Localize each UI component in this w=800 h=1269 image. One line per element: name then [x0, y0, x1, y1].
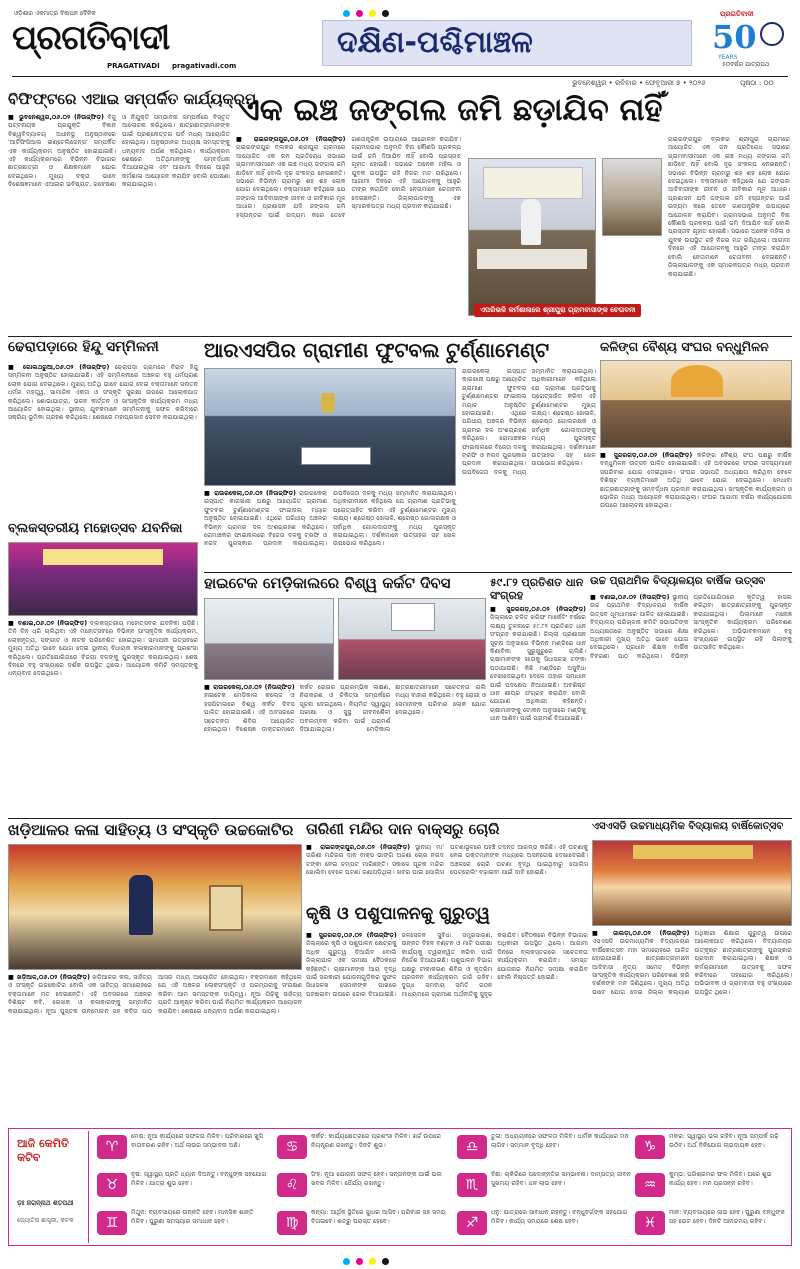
section-banner: [322, 20, 692, 66]
article-text: ଜିଲ୍ଲାରେ କୃଷି ଓ ପଶୁପାଳନ କ୍ଷେତ୍ରକୁ ଅଧିକ ଗୁରୁତ୍ୱ ଦିଆଯିବ ବୋଲି ଜିଲ୍ଲାପାଳ ଏକ ସମୀକ୍ଷା ବୈଠକରେ କହିଛନ୍ତି। ଚାଷୀମାନଙ୍କ ଆୟ ବୃଦ୍ଧି ପାଇଁ ସରକାରୀ ଯୋଜନାଗୁଡ଼ିକର ସୁଫଳ ସିଧାସଳଖ ସେମାନଙ୍କ ପାଖରେ ପହଞ୍ଚାଇବା ଉପରେ ଜୋର ଦିଆଯାଇଛି। ଜଳସେଚନ ସୁବିଧା ସମ୍ପ୍ରସାରଣ, ଉନ୍ନତ ବିହନ ବଣ୍ଟନ ଓ ମାଟି ପରୀକ୍ଷା କାର୍ଯ୍ୟକୁ ତ୍ୱରାନ୍ୱିତ କରିବା ପାଇଁ ନିର୍ଦ୍ଦେଶ ଦିଆଯାଇଛି। ପଶୁପାଳନ ବିଭାଗ ପକ୍ଷରୁ ଟୀକାକରଣ ଶିବିର ଓ କୃତ୍ରିମ ପ୍ରଜନନ କାର୍ଯ୍ୟକ୍ରମ ଜାରି ରହିବ। ଦୁଗ୍ଧ ସମବାୟ ସମିତି ଗଠନ ମାଧ୍ୟମରେ ଗ୍ରାମୀଣ ଅର୍ଥନୀତିକୁ ସୁଦୃଢ଼ କରାଯିବ। ବୈଠକରେ ବିଭିନ୍ନ ବିଭାଗର ଅଧିକାରୀ ଉପସ୍ଥିତ ଥିଲେ। ଆଗାମୀ ଦିନରେ ବ୍ଲକସ୍ତରରେ ସଚେତନତା କାର୍ଯ୍ୟକ୍ରମ କରାଯିବ। ସମସ୍ତ ଯୋଜନାର ନିୟମିତ ସମୀକ୍ଷା କରାଯିବ ବୋଲି ନିଷ୍ପତ୍ତି ହୋଇଛି।: [306, 932, 588, 998]
horoscope-sagittarius: ଧନୁ: ଯାତ୍ରାରେ ସାବଧାନ ରହନ୍ତୁ। ବନ୍ଧୁବର୍ଗଙ୍କ ସହଯୋଗ ମିଳିବ। କାର୍ଯ୍ୟ ସମୟରେ ଶେଷ ହେବ।: [491, 1209, 628, 1225]
festival-banner: [43, 549, 163, 565]
article-dateline: ■ ସୁନ୍ଦରଗଡ଼,୦୬.୦୨ (ନିଊଜ୍‌ଫିଡ଼): [306, 932, 397, 939]
article-block-festival[interactable]: [8, 522, 198, 812]
article-body: [8, 974, 302, 1120]
article-dateline: ■ ଗୋଲଥରୁଆ,୦୬.୦୨ (ନିଊଜ୍‌ଫିଡ଼): [8, 364, 110, 371]
virgo-icon: ♍: [277, 1211, 307, 1235]
horoscope-aquarius: କୁମ୍ଭ: ପରିଶ୍ରମର ଫଳ ମିଳିବ। ଘରେ ଶୁଭ କାର୍ଯ୍ୟ ହେବ। ମନ ପ୍ରସନ୍ନ ରହିବ।: [669, 1171, 772, 1187]
article-body: [600, 452, 792, 568]
article-text: ଢେରାପଡ଼ା ଗ୍ରାମରେ ବିରାଟ ହିନ୍ଦୁ ସମ୍ମିଳନୀ ଅନୁଷ୍ଠିତ ହୋଇଯାଇଛି। ଏହି ସମ୍ମିଳନୀରେ ଅଞ୍ଚଳର ବହୁ ଧର୍ମପ୍ରାଣ ଲୋକ ଯୋଗ ଦେଇଥିଲେ। ମୁଖ୍ୟ ଅତିଥି ଭାବେ ଯୋଗ ଦେଇ ବକ୍ତାମାନେ ସନାତନ ଧର୍ମର ମହତ୍ତ୍ୱ, ସାମାଜିକ ଏକତା ଓ ସଂସ୍କୃତି ସୁରକ୍ଷା ଉପରେ ଆଲୋକପାତ କରିଥିଲେ। ଶୋଭାଯାତ୍ରା, ଭଜନ କୀର୍ତ୍ତନ ଓ ସାଂସ୍କୃତିକ କାର୍ଯ୍ୟକ୍ରମ ମଧ୍ୟ ଆୟୋଜିତ ହୋଇଥିଲା। ସ୍ଥାନୀୟ ଯୁବକମାନେ ସମ୍ମିଳନୀକୁ ସଫଳ କରିବାରେ ସକ୍ରିୟ ଭୂମିକା ଗ୍ରହଣ କରିଥିଲେ। ଶେଷରେ ମହାପ୍ରସାଦ ସେବନ କରାଯାଇଥିଲା।: [8, 364, 198, 422]
article-headline[interactable]: ବ୍ଲକସ୍ତରୀୟ ମହୋତ୍ସବ ଯବନିକା: [8, 521, 183, 536]
horoscope-capricorn: ମକର: ସ୍ୱାସ୍ଥ୍ୟ ଭଲ ରହିବ। ନୂଆ ସମ୍ପର୍କ ଗଢ଼ି ଉଠିବ। ଅର୍ଥ ବିନିଯୋଗ ଲାଭଦାୟକ ହେବ।: [669, 1133, 779, 1149]
horoscope-scorpio: ବିଛା: ଚାକିରିରେ ପଦୋନ୍ନତିର ସମ୍ଭାବନା। ଦାମ୍ପତ୍ୟ ଜୀବନ ସୁଖମୟ ରହିବ। ଧନ ଲାଭ ହେବ।: [491, 1171, 631, 1187]
article-body: [306, 932, 588, 1120]
sagittarius-icon: ♐: [457, 1211, 487, 1235]
article-text: ହାଇଟେକ ମେଡ଼ିକାଲ କଲେଜ ଓ ହସପିଟାଲରେ ବିଶ୍ୱ କର୍କଟ ଦିବସ ପାଳିତ ହୋଇଯାଇଛି। ଏହି ଅବସରରେ ସଚେତନତା ଶିବିର ଆୟୋଜିତ ହୋଇଥିଲା। ବିଶେଷଜ୍ଞ ଡାକ୍ତରମାନେ କର୍କଟ ରୋଗର ପ୍ରାରମ୍ଭିକ ଲକ୍ଷଣ, ନିରାକରଣ ଓ ଚିକିତ୍ସା ସମ୍ପର୍କରେ ସୂଚନା ଦେଇଥିଲେ। ନିୟମିତ ସ୍ୱାସ୍ଥ୍ୟ ପରୀକ୍ଷା ଓ ସୁସ୍ଥ ଜୀବନଶୈଳୀ ଅବଲମ୍ବନ କରିବା ପାଇଁ ପରାମର୍ଶ ଦିଆଯାଇଥିଲା। ମେଡ଼ିକାଲ ଛାତ୍ରଛାତ୍ରୀମାନେ ସଚେତନତା ରାଲି ମଧ୍ୟ ବାହାର କରିଥିଲେ। ବହୁ ରୋଗୀ ଓ ସେମାନଙ୍କ ପରିବାର ଲୋକ ଯୋଗ ଦେଇଥିଲେ।: [204, 684, 486, 734]
horoscope-virgo: କନ୍ୟା: ଆର୍ଥିକ ସ୍ଥିତିରେ ସୁଧାର ଆସିବ। ପରିବାର ସହ ସମୟ ବିତାଇବେ। ଶତ୍ରୁ ପରାସ୍ତ ହେବେ।: [311, 1209, 446, 1225]
football-trophy-icon: [321, 393, 335, 413]
article-dateline: ■ ଭୁବନେଶ୍ୱର,୦୬.୦୨ (ନିଊଜ୍‌ଫିଡ଼): [8, 114, 104, 121]
masthead-logo-latin: PRAGATIVADI: [107, 62, 160, 70]
article-text: ଖଡ଼ିଆଳର କଳା, ସାହିତ୍ୟ ଓ ସଂସ୍କୃତି ଉଚ୍ଚକୋଟିର ବୋଲି ଏକ ସାହିତ୍ୟ ସମାରୋହରେ ବକ୍ତାମାନେ ମତ ଦେଇଛନ୍ତି। ଏହି ଅବସରରେ ଅଞ୍ଚଳର ବିଶିଷ୍ଟ କବି, ଲେଖକ ଓ କଳାକାରଙ୍କୁ ସମ୍ମାନିତ କରାଯାଇଥିଲା। ନୂଆ ପୁସ୍ତକ ଉନ୍ମୋଚନ ସହ କବିତା ପାଠ ଆସର ମଧ୍ୟ ଆୟୋଜିତ ହୋଇଥିଲା। ବକ୍ତାମାନେ କହିଥିଲେ ଯେ ଏହି ଅଞ୍ଚଳର ଲୋକସଂସ୍କୃତି ଓ ପରମ୍ପରାକୁ ସଂରକ୍ଷଣ କରିବା ଆମ ସମସ୍ତଙ୍କ ଦାୟିତ୍ୱ। ନୂଆ ପିଢ଼ିକୁ ସାହିତ୍ୟ ପ୍ରତି ଆକୃଷ୍ଟ କରିବା ପାଇଁ ନିୟମିତ କାର୍ଯ୍ୟକ୍ରମ ଆୟୋଜନ କରାଯିବ। ଶେଷରେ ଧନ୍ୟବାଦ ଅର୍ପଣ କରାଯାଇଥିଲା।: [8, 974, 302, 1015]
cancer-day-banner: [391, 603, 435, 631]
lead-body: [236, 136, 461, 328]
article-body: [490, 606, 586, 810]
anniversary-badge: [702, 8, 788, 70]
article-headline[interactable]: ଖଡ଼ିଆଳର କଳା ସାହିତ୍ୟ ଓ ସଂସ୍କୃତି ଉଚ୍ଚକୋଟିର: [8, 821, 294, 839]
lead-headline[interactable]: ଏକ ଇଞ୍ଚ ଜଙ୍ଗଲ ଜମି ଛଡ଼ାଯିବ ନାହିଁ: [238, 92, 663, 128]
horoscope-taurus: ବୃଷ: ସ୍ୱାସ୍ଥ୍ୟ ପ୍ରତି ଧ୍ୟାନ ଦିଅନ୍ତୁ। ବନ୍ଧୁଙ୍କ ସହଯୋଗ ମିଳିବ। ଯାତ୍ରା ଶୁଭ ହେବ।: [131, 1171, 267, 1187]
emblem-icon: [760, 22, 784, 46]
anniversary-sub: ୫୦ବର୍ଷର ଯାତ୍ରାପଥ: [722, 61, 770, 68]
masthead: [12, 8, 788, 88]
lead-body-right: [668, 136, 790, 328]
lead-text: ରାଇରଙ୍ଗପୁର ବ୍ଲକର ଶ୍ରୀପୁରା ଗ୍ରାମରେ ଆୟୋଜିତ ଏକ ଜନ ପ୍ରତିରୋଧ ସଭାରେ ଗ୍ରାମବାସୀମାନେ ଏକ ଇଞ୍ଚ ମଧ୍ୟ ଜଙ୍ଗଲ ଜମି ଛାଡ଼ିବେ ନାହିଁ ବୋଲି ଦୃଢ଼ ସଂକଳ୍ପ ନେଇଛନ୍ତି। ସଭାରେ ବିଭିନ୍ନ ଗ୍ରାମରୁ ଶହ ଶହ ଲୋକ ଯୋଗ ଦେଇଥିଲେ। ବକ୍ତାମାନେ କହିଥିଲେ ଯେ ଜଙ୍ଗଲ ଆଦିବାସୀଙ୍କ ଜୀବନ ଓ ଜୀବିକାର ମୂଳ ଆଧାର। ପ୍ରଶାସନ ଯଦି ଜଙ୍ଗଲ ଜମି ହସ୍ତାନ୍ତର ପାଇଁ ଉଦ୍ୟମ କରେ ତେବେ ଗଣତାନ୍ତ୍ରିକ ଉପାୟରେ ଆନ୍ଦୋଳନ କରାଯିବ। ଗ୍ରାମସଭାର ଅନୁମତି ବିନା କୌଣସି ପ୍ରକଳ୍ପ ପାଇଁ ଜମି ଦିଆଯିବ ନାହିଁ ବୋଲି ପ୍ରସ୍ତାବ ଗୃହୀତ ହୋଇଛି। ସଭାରେ ଅନେକ ମହିଳା ଓ ଯୁବକ ଉପସ୍ଥିତ ରହି ନିଜର ମତ ରଖିଥିଲେ। ଆଗାମୀ ଦିନରେ ଏହି ଆନ୍ଦୋଳନକୁ ଆହୁରି ତୀବ୍ର କରାଯିବ ବୋଲି ନେତାମାନେ ଚେତାବନୀ ଦେଇଛନ୍ତି। ଜିଲ୍ଲାପାଳଙ୍କୁ ଏକ ସ୍ମାରକପତ୍ର ମଧ୍ୟ ପ୍ରଦାନ କରାଯାଇଛି।: [236, 136, 461, 219]
article-dateline: ■ ଜାଲଡ଼ା,୦୬.୦୨ (ନିଊଜ୍‌ଫିଡ଼): [592, 930, 690, 937]
article-agriculture[interactable]: [306, 906, 588, 1122]
article-body: [204, 490, 456, 568]
khariar-frame: [209, 885, 243, 931]
aquarius-icon: ♒: [635, 1173, 665, 1197]
article-football-tournament[interactable]: [204, 340, 596, 570]
article-body: [306, 844, 588, 902]
libra-icon: ♎: [457, 1135, 487, 1159]
lead-article[interactable]: [236, 92, 792, 330]
article-headline[interactable]: ବିଫିଫ୍ଟରେ ଏଆଇ ସମ୍ପର୍କିତ କାର୍ଯ୍ୟକ୍ରମ: [8, 90, 257, 108]
horoscope-author: ଡ଼ଃ ଜଗନ୍ନାଥ ଶତପଥୀ: [17, 1199, 74, 1207]
article-dateline: ■ ବଣାଇ,୦୬.୦୨ (ନିଊଜ୍‌ଫିଡ଼): [8, 620, 88, 627]
article-hindu-sammilani[interactable]: [8, 340, 198, 518]
article-text-cont: ରାଉରକେଲା ଇସ୍ପାତ କାରଖାନା ପକ୍ଷରୁ ଆୟୋଜିତ ଗ୍ରାମୀଣ ଫୁଟବଲ ଟୁର୍ଣ୍ଣାମେଣ୍ଟର ଫାଇନାଲ ମ୍ୟାଚ ଅନୁଷ୍ଠିତ ହୋଇଯାଇଛି। ଏଥିରେ ପରିଧୀୟ ଅଞ୍ଚଳର ବିଭିନ୍ନ ଗ୍ରାମର ଦଳ ଅଂଶଗ୍ରହଣ କରିଥିଲେ। ରୋମାଞ୍ଚକର ଫାଇନାଲରେ ବିଜେତା ଦଳକୁ ଟ୍ରଫି ଓ ନଗଦ ପୁରସ୍କାର ପ୍ରଦାନ କରାଯାଇଥିଲା। ଉପବିଜେତା ଦଳକୁ ମଧ୍ୟ ସମ୍ମାନିତ କରାଯାଇଥିଲା। ଅଧିକାରୀମାନେ କହିଥିଲେ ଯେ ଗ୍ରାମୀଣ ପ୍ରତିଭାକୁ ପ୍ରୋତ୍ସାହିତ କରିବା ଏହି ଟୁର୍ଣ୍ଣାମେଣ୍ଟର ମୁଖ୍ୟ ଲକ୍ଷ୍ୟ। ଶ୍ରେଷ୍ଠ ଖେଳାଳି, ଶ୍ରେଷ୍ଠ ଗୋଲରକ୍ଷକ ଓ ସର୍ବାଧିକ ଗୋଲଦାତାଙ୍କୁ ମଧ୍ୟ ପୁରସ୍କୃତ କରାଯାଇଥିଲା। ଦର୍ଶକମାନେ ଉତ୍ସାହର ସହ ଖେଳ ଉପଭୋଗ କରିଥିଲେ।: [462, 368, 596, 476]
horoscope-libra: ତୁଳା: ଅଧ୍ୟୟନରେ ସଫଳତା ମିଳିବ। ଧାର୍ମିକ କାର୍ଯ୍ୟରେ ମନ ଲାଗିବ। ସମ୍ମାନ ବୃଦ୍ଧି ହେବ।: [491, 1133, 629, 1149]
lead-photo: [468, 158, 596, 316]
article-body: [204, 684, 486, 810]
horoscope-leo: ସିଂହ: ନୂଆ ଯୋଜନା ସଫଳ ହେବ। ସନ୍ତାନଙ୍କ ପାଇଁ ଭଲ ଖବର ମିଳିବ। ଧୈର୍ଯ୍ୟ ରଖନ୍ତୁ।: [311, 1171, 442, 1187]
article-headline[interactable]: ୫୯.୮୨ ପ୍ରତିଶତ ଧାନ ସଂଗ୍ରହ: [490, 576, 584, 602]
horoscope-title-box: [11, 1131, 89, 1243]
article-body: [8, 364, 198, 516]
lead-photo-banner: [483, 167, 583, 199]
cancer-icon: ♋: [277, 1135, 307, 1159]
article-headline[interactable]: ହାଇଟେକ ମେଡ଼ିକାଲରେ ବିଶ୍ୱ କର୍କଟ ଦିବସ: [204, 574, 451, 592]
article-dateline: ■ ସୁନ୍ଦରଗଡ଼,୦୬.୦୨ (ନିଊଜ୍‌ଫିଡ଼): [490, 606, 586, 613]
pisces-icon: ♓: [635, 1211, 665, 1235]
masthead-website[interactable]: pragativadi.com: [172, 62, 237, 70]
anniversary-years: YEARS: [718, 54, 738, 61]
lead-photo-table: [477, 249, 587, 269]
horoscope-cancer: କର୍କଟ: କାର୍ଯ୍ୟକ୍ଷେତ୍ରରେ ପ୍ରଶଂସା ମିଳିବ। ଖର୍ଚ୍ଚ ଉପରେ ନିୟନ୍ତ୍ରଣ ରଖନ୍ତୁ। ଦିନଟି ଶୁଭ।: [311, 1133, 441, 1149]
anniversary-brand: ପ୍ରଗତିବାଦୀ: [720, 10, 754, 18]
article-headline[interactable]: ଆରଏସପିର ଗ୍ରାମୀଣ ଫୁଟବଲ ଟୁର୍ଣ୍ଣାମେଣ୍ଟ: [204, 338, 550, 362]
article-ssd-school[interactable]: [592, 822, 792, 1122]
article-text: ବ୍ଲକସ୍ତରୀୟ ମହୋତ୍ସବର ଯବନିକା ପଡ଼ିଛି। ତିନି ଦିନ ଧରି ଚାଲିଥିବା ଏହି ମହୋତ୍ସବରେ ବିଭିନ୍ନ ସାଂସ୍କୃତିକ କାର୍ଯ୍ୟକ୍ରମ, ଲୋକନୃତ୍ୟ, ସଙ୍ଗୀତ ଓ ନାଟକ ପରିବେଶିତ ହୋଇଥିଲା। ସମାପନୀ ଉତ୍ସବରେ ମୁଖ୍ୟ ଅତିଥି ଭାବେ ଯୋଗ ଦେଇ ସ୍ଥାନୀୟ ବିଧାୟକ କଳାକାରମାନଙ୍କୁ ପ୍ରଶଂସା କରିଥିଲେ। ପ୍ରତିଯୋଗିତାରେ ବିଜୟୀ ଦଳଙ୍କୁ ପୁରସ୍କୃତ କରାଯାଇଥିଲା। ଶେଷ ଦିନରେ ବହୁ ସଂଖ୍ୟାରେ ଦର୍ଶକ ଉପସ୍ଥିତ ଥିଲେ। ଆୟୋଜକ କମିଟି ସମସ୍ତଙ୍କୁ ଧନ୍ୟବାଦ ଦେଇଥିଲେ।: [8, 620, 198, 678]
khariar-speaker: [129, 875, 153, 935]
cancer-day-photo-1: [204, 598, 334, 680]
article-body: [8, 620, 198, 810]
taurus-icon: ♉: [97, 1173, 127, 1197]
row-divider-2: [204, 572, 792, 573]
article-text: ଜିଲ୍ଲାରେ ଚଳିତ ଖରିଫ ମାର୍କେଟିଂ ବର୍ଷରେ ଲକ୍ଷ୍ୟ ତୁଳନାରେ ୫୯.୮୨ ପ୍ରତିଶତ ଧାନ ସଂଗ୍ରହ କରାଯାଇଛି। ଜିଲ୍ଲା ପ୍ରଶାସନ ସୂଚନା ଅନୁସାରେ ବିଭିନ୍ନ ମଣ୍ଡିରେ ଧାନ କିଣାବିକା ସୁରୁଖୁରୁରେ ଚାଲିଛି। ଚାଷୀମାନଙ୍କ ଖାତାକୁ ସିଧାସଳଖ ଟଙ୍କା ପଠାଯାଉଛି। କିଛି ମଣ୍ଡିରେ ଅସୁବିଧା ଦେଖାଦେଇଥିବା ବେଳେ ତାହାର ସମାଧାନ ପାଇଁ ପଦକ୍ଷେପ ନିଆଯାଇଛି। ଅବଶିଷ୍ଟ ଧାନ ଶୀଘ୍ର ସଂଗ୍ରହ କରାଯିବ ବୋଲି ଯୋଗାଣ ଅଧିକାରୀ କହିଛନ୍ତି। ଚାଷୀମାନଙ୍କୁ ଟୋକନ ଅନୁସାରେ ମଣ୍ଡିକୁ ଧାନ ଆଣିବା ପାଇଁ ପରାମର୍ଶ ଦିଆଯାଇଛି।: [490, 614, 586, 723]
article-cancer-day[interactable]: [204, 576, 486, 812]
article-text: ବିଜୁ ପଟ୍ଟନାୟକ ପ୍ରଯୁକ୍ତି ବିଜ୍ଞାନ ବିଶ୍ୱବିଦ୍ୟାଳୟ ଅଧୀନସ୍ଥ ଅନୁଷ୍ଠାନରେ 'ଆର୍ଟିଫିସିଆଲ ଇଣ୍ଟେଲିଜେନ୍ସ' ସମ୍ପର୍କିତ ଏକ କାର୍ଯ୍ୟକ୍ରମ ଅନୁଷ୍ଠିତ ହୋଇଯାଇଛି। ଏହି କାର୍ଯ୍ୟକ୍ରମରେ ବିଭିନ୍ନ ବିଭାଗର ଛାତ୍ରଛାତ୍ରୀ ଓ ଶିକ୍ଷକମାନେ ଯୋଗ ଦେଇଥିଲେ। ମୁଖ୍ୟ ବକ୍ତା ଭାବେ ବିଶେଷଜ୍ଞମାନେ ଏଆଇର ଭବିଷ୍ୟତ, ଗବେଷଣା ଓ ନିଯୁକ୍ତି ସମ୍ଭାବନା ସମ୍ପର୍କରେ ବିସ୍ତୃତ ଆଲୋଚନା କରିଥିଲେ। ଛାତ୍ରଛାତ୍ରୀମାନଙ୍କ ପାଇଁ ପ୍ରଶ୍ନୋତ୍ତର ପର୍ବ ମଧ୍ୟ ଆୟୋଜିତ ହୋଇଥିଲା। ଅନୁଷ୍ଠାନର ଅଧ୍ୟକ୍ଷ ସମସ୍ତଙ୍କୁ ଧନ୍ୟବାଦ ଅର୍ପଣ କରିଥିଲେ। କାର୍ଯ୍ୟକ୍ରମ ଶେଷରେ ଅତିଥିମାନଙ୍କୁ ସମ୍ବର୍ଦ୍ଧନା ଦିଆଯାଇଥିଲା ଏବଂ ଆଗାମୀ ଦିନରେ ଆହୁରି କର୍ମଶାଳା ଆୟୋଜନ କରାଯିବ ବୋଲି ଘୋଷଣା କରାଯାଇଥିଲା।: [8, 114, 230, 189]
article-khariar-culture[interactable]: [8, 822, 302, 1122]
article-headline[interactable]: କୃଷି ଓ ପଶୁପାଳନକୁ ଗୁରୁତ୍ୱ: [306, 904, 490, 924]
article-dateline: ■ ରାଉରକେଲା,୦୬.୦୨ (ନିଊଜ୍‌ଫିଡ଼): [204, 684, 295, 691]
aries-icon: ♈: [97, 1135, 127, 1159]
article-body: [592, 930, 792, 1120]
article-dateline: ■ ରାଇରଙ୍ଗପୁର,୦୬.୦୨ (ନିଊଜ୍‌ଫିଡ଼): [306, 844, 411, 851]
article-dateline: ■ ସୁନ୍ଦରଗଡ଼,୦୬.୦୨ (ନିଊଜ୍‌ଫିଡ଼): [600, 452, 693, 459]
article-ai-program[interactable]: [8, 90, 257, 252]
article-headline[interactable]: ଢେରାପଡ଼ାରେ ହିନ୍ଦୁ ସମ୍ମିଳନୀ: [8, 339, 159, 355]
article-school-annual-day[interactable]: [590, 576, 792, 812]
article-text: ସ୍ଥାନୀୟ ଉଚ୍ଚ ପ୍ରାଥମିକ ବିଦ୍ୟାଳୟର ବାର୍ଷିକ ଉତ୍ସବ ଧୂମଧାମରେ ପାଳିତ ହୋଇଯାଇଛି। ବିଦ୍ୟାଳୟ ପରିଚାଳନା କମିଟି ସଭାପତିଙ୍କ ଅଧ୍ୟକ୍ଷତାରେ ଅନୁଷ୍ଠିତ ସଭାରେ ଶିକ୍ଷା ଅଧିକାରୀ ମୁଖ୍ୟ ଅତିଥି ଭାବେ ଯୋଗ ଦେଇଥିଲେ। ପ୍ରଧାନ ଶିକ୍ଷକ ବାର୍ଷିକ ବିବରଣୀ ପାଠ କରିଥିଲେ। ବିଭିନ୍ନ ପ୍ରତିଯୋଗିତାରେ କୃତିତ୍ୱ ହାସଲ କରିଥିବା ଛାତ୍ରଛାତ୍ରୀଙ୍କୁ ପୁରସ୍କୃତ କରାଯାଇଥିଲା। ପିଲାମାନେ ମନୋଜ୍ଞ ସାଂସ୍କୃତିକ କାର୍ଯ୍ୟକ୍ରମ ପରିବେଶଣ କରିଥିଲେ। ଅଭିଭାବକମାନେ ବହୁ ସଂଖ୍ୟାରେ ଉପସ୍ଥିତ ରହି ପିଲାଙ୍କୁ ଉତ୍ସାହିତ କରିଥିଲେ।: [590, 594, 792, 660]
article-body: [8, 114, 230, 250]
article-text: ଏସଏସଡି ଉଚ୍ଚମାଧ୍ୟମିକ ବିଦ୍ୟାଳୟର ବାର୍ଷିକୋତ୍ସବ ମହା ସମାରୋହରେ ପାଳିତ ହୋଇଯାଇଛି। ଛାତ୍ରଛାତ୍ରୀମାନେ ଆଦିବାସୀ ନୃତ୍ୟ ସମେତ ବିଭିନ୍ନ ସାଂସ୍କୃତିକ କାର୍ଯ୍ୟକ୍ରମ ପରିବେଶଣ କରି ଦର୍ଶକଙ୍କ ମନ ଜିଣିଥିଲେ। ମୁଖ୍ୟ ଅତିଥି ଭାବେ ଯୋଗ ଦେଇ ଜିଲ୍ଲା କଲ୍ୟାଣ ଅଧିକାରୀ ଶିକ୍ଷାର ଗୁରୁତ୍ୱ ଉପରେ ଆଲୋକପାତ କରିଥିଲେ। ବିଦ୍ୟାଳୟର ଉତ୍କୃଷ୍ଟ ଛାତ୍ରଛାତ୍ରୀଙ୍କୁ ପୁରସ୍କାର ପ୍ରଦାନ କରାଯାଇଥିଲା। ଶିକ୍ଷକ ଓ କର୍ମଚାରୀମାନେ ଉତ୍ସବକୁ ସଫଳ କରିବାରେ ସହଯୋଗ କରିଥିଲେ। ଅଭିଭାବକ ଓ ଗ୍ରାମବାସୀ ବହୁ ସଂଖ୍ୟାରେ ଉପସ୍ଥିତ ଥିଲେ।: [592, 930, 792, 996]
row-divider-3: [8, 818, 792, 819]
anniversary-number: 50: [712, 18, 757, 56]
scorpio-icon: ♏: [457, 1173, 487, 1197]
ssd-dance-photo: [592, 840, 792, 926]
dateline-bar: ଭୁବନେଶ୍ୱର • ରବିବାର • ଫେବୃଆରୀ ୭ • ୨୦୨୬: [572, 79, 706, 87]
lead-photo-2: [602, 158, 662, 236]
masthead-logo[interactable]: ପ୍ରଗତିବାଦୀ: [12, 18, 170, 58]
article-body: [590, 594, 792, 810]
horoscope-title: ଆଜି କେମିତି କଟିବ: [17, 1137, 69, 1164]
cancer-day-photo-2: [338, 598, 486, 680]
lead-dateline: ■ ରାଇରଙ୍ଗପୁର,୦୬.୦୨ (ନିଊଜ୍‌ଫିଡ଼): [236, 136, 346, 143]
vaishya-photo: [600, 360, 792, 448]
horoscope-gemini: ମିଥୁନ: ବ୍ୟବସାୟରେ ଉନ୍ନତି ହେବ। ମାନସିକ ଶାନ୍ତି ମିଳିବ। ପୁରୁଣା ସମସ୍ୟାର ସମାଧାନ ହେବ।: [131, 1209, 254, 1225]
lead-caption: ଏପରିଭଳି କର୍ମଶାଳାରେ ଶ୍ରୀପୁରା ଗ୍ରାମବାସୀଙ୍କ ଚେତାବନୀ: [474, 304, 641, 317]
horoscope-pisces: ମୀନ: ବ୍ୟବସାୟରେ ଲାଭ ହେବ। ପୁରୁଣା ବନ୍ଧୁଙ୍କ ସହ ଭେଟ ହେବ। ଦିନଟି ଆନନ୍ଦମୟ ରହିବ।: [669, 1209, 785, 1225]
capricorn-icon: ♑: [635, 1135, 665, 1159]
football-banner: [301, 447, 371, 465]
masthead-rule: [12, 76, 788, 77]
lead-photo-speaker: [521, 199, 541, 245]
khariar-photo: [8, 844, 302, 970]
ssd-banner: [633, 845, 753, 859]
section-title: ଦକ୍ଷିଣ-ପଶ୍ଚିମାଞ୍ଚଳ: [337, 25, 533, 60]
horoscope-section: [8, 1128, 792, 1246]
masthead-tagline: ଓଡ଼ିଶାର ଏକମାତ୍ର ବିଜ୍ଞାପନ ଦୈନିକ: [14, 10, 96, 17]
festival-photo: [8, 542, 198, 616]
article-dateline: ■ ରାଉରକେଲା,୦୬.୦୨ (ନିଊଜ୍‌ଫିଡ଼): [204, 490, 296, 497]
article-dateline: ■ ଖଡ଼ିଆଳ,୦୬.୦୨ (ନିଊଜ୍‌ଫିଡ଼): [8, 974, 90, 981]
article-temple-theft[interactable]: [306, 822, 588, 904]
article-text: ରାଉରକେଲା ଇସ୍ପାତ କାରଖାନା ପକ୍ଷରୁ ଆୟୋଜିତ ଗ୍ରାମୀଣ ଫୁଟବଲ ଟୁର୍ଣ୍ଣାମେଣ୍ଟର ଫାଇନାଲ ମ୍ୟାଚ ଅନୁଷ୍ଠିତ ହୋଇଯାଇଛି। ଏଥିରେ ପରିଧୀୟ ଅଞ୍ଚଳର ବିଭିନ୍ନ ଗ୍ରାମର ଦଳ ଅଂଶଗ୍ରହଣ କରିଥିଲେ। ରୋମାଞ୍ଚକର ଫାଇନାଲରେ ବିଜେତା ଦଳକୁ ଟ୍ରଫି ଓ ନଗଦ ପୁରସ୍କାର ପ୍ରଦାନ କରାଯାଇଥିଲା। ଉପବିଜେତା ଦଳକୁ ମଧ୍ୟ ସମ୍ମାନିତ କରାଯାଇଥିଲା। ଅଧିକାରୀମାନେ କହିଥିଲେ ଯେ ଗ୍ରାମୀଣ ପ୍ରତିଭାକୁ ପ୍ରୋତ୍ସାହିତ କରିବା ଏହି ଟୁର୍ଣ୍ଣାମେଣ୍ଟର ମୁଖ୍ୟ ଲକ୍ଷ୍ୟ। ଶ୍ରେଷ୍ଠ ଖେଳାଳି, ଶ୍ରେଷ୍ଠ ଗୋଲରକ୍ଷକ ଓ ସର୍ବାଧିକ ଗୋଲଦାତାଙ୍କୁ ମଧ୍ୟ ପୁରସ୍କୃତ କରାଯାଇଥିଲା। ଦର୍ଶକମାନେ ଉତ୍ସାହର ସହ ଖେଳ ଉପଭୋଗ କରିଥିଲେ।: [204, 490, 456, 548]
article-vaishya-sangha[interactable]: [600, 340, 792, 570]
article-headline[interactable]: କଳିଙ୍ଗ ବୈଶ୍ୟ ସଂଘର ବନ୍ଧୁମିଳନ: [600, 339, 769, 354]
article-headline[interactable]: ଉଚ୍ଚ ପ୍ରାଥମିକ ବିଦ୍ୟାଳୟର ବାର୍ଷିକ ଉତ୍ସବ: [590, 575, 766, 587]
horoscope-author-note: ଜ୍ୟୋତିଷ ଶାସ୍ତ୍ରୀ, କଟକ: [17, 1217, 74, 1224]
leo-icon: ♌: [277, 1173, 307, 1197]
horoscope-aries: ମେଷ: ନୂଆ କାର୍ଯ୍ୟରେ ସଫଳତା ମିଳିବ। ପରିବାରରେ ଖୁସି ବାତାବରଣ ରହିବ। ଅର୍ଥ ଲାଭର ସମ୍ଭାବନା ଅଛି।: [131, 1133, 263, 1149]
page-number: ପୃଷ୍ଠା : ୦୦: [740, 79, 774, 87]
article-text: କଳିଙ୍ଗ ବୈଶ୍ୟ ସଂଘ ପକ୍ଷରୁ ବାର୍ଷିକ ବନ୍ଧୁମିଳନ ଉତ୍ସବ ପାଳିତ ହୋଇଯାଇଛି। ଏହି ଅବସରରେ ସଂଘର ସଦସ୍ୟମାନେ ସପରିବାର ଯୋଗ ଦେଇଥିଲେ। ସଂଘର ସଭାପତି ଅଧ୍ୟକ୍ଷତା କରିଥିବା ବେଳେ ବିଶିଷ୍ଟ ବ୍ୟକ୍ତିମାନେ ଅତିଥି ଭାବେ ଯୋଗ ଦେଇଥିଲେ। ମେଧାବୀ ଛାତ୍ରଛାତ୍ରୀଙ୍କୁ ସମ୍ବର୍ଦ୍ଧନା ପ୍ରଦାନ କରାଯାଇଥିଲା। ସାଂସ୍କୃତିକ କାର୍ଯ୍ୟକ୍ରମ ଓ ଭୋଜିର ମଧ୍ୟ ଆୟୋଜନ କରାଯାଇଥିଲା। ସଂଘର ଆଗାମୀ ବର୍ଷର କାର୍ଯ୍ୟଯୋଜନା ଉପରେ ଆଲୋଚନା ହୋଇଥିଲା।: [600, 452, 792, 510]
article-text: ସ୍ଥାନୀୟ ମା' ତାରିଣୀ ମନ୍ଦିରର ଦାନ ବାକ୍ସ ଭାଙ୍ଗି ଅଜଣା ଚୋର ନଗଦ ଟଙ୍କା ନେଇ ଚମ୍ପଟ ମାରିଛନ୍ତି। ସକାଳେ ପୂଜକ ମନ୍ଦିର ଖୋଲିବା ବେଳେ ଘଟଣା ଜଣାପଡ଼ିଥିଲା। ଖବର ପାଇ ପୋଲିସ ଘଟଣାସ୍ଥଳରେ ପହଞ୍ଚି ତଦନ୍ତ ଆରମ୍ଭ କରିଛି। ଏହି ଘଟଣାକୁ ନେଇ ଭକ୍ତମାନଙ୍କ ମଧ୍ୟରେ ଅସନ୍ତୋଷ ଦେଖାଦେଇଛି। ଅଞ୍ଚଳରେ ଚୋରି ଘଟଣା ବୃଦ୍ଧି ପାଇଥିବାରୁ ପୋଲିସ ପେଟ୍ରୋଲିଂ ବଢ଼ାଇବା ପାଇଁ ଦାବି ହୋଇଛି।: [306, 844, 588, 877]
football-photo: [204, 368, 456, 486]
lead-text-cont: ରାଇରଙ୍ଗପୁର ବ୍ଲକର ଶ୍ରୀପୁରା ଗ୍ରାମରେ ଆୟୋଜିତ ଏକ ଜନ ପ୍ରତିରୋଧ ସଭାରେ ଗ୍ରାମବାସୀମାନେ ଏକ ଇଞ୍ଚ ମଧ୍ୟ ଜଙ୍ଗଲ ଜମି ଛାଡ଼ିବେ ନାହିଁ ବୋଲି ଦୃଢ଼ ସଂକଳ୍ପ ନେଇଛନ୍ତି। ସଭାରେ ବିଭିନ୍ନ ଗ୍ରାମରୁ ଶହ ଶହ ଲୋକ ଯୋଗ ଦେଇଥିଲେ। ବକ୍ତାମାନେ କହିଥିଲେ ଯେ ଜଙ୍ଗଲ ଆଦିବାସୀଙ୍କ ଜୀବନ ଓ ଜୀବିକାର ମୂଳ ଆଧାର। ପ୍ରଶାସନ ଯଦି ଜଙ୍ଗଲ ଜମି ହସ୍ତାନ୍ତର ପାଇଁ ଉଦ୍ୟମ କରେ ତେବେ ଗଣତାନ୍ତ୍ରିକ ଉପାୟରେ ଆନ୍ଦୋଳନ କରାଯିବ। ଗ୍ରାମସଭାର ଅନୁମତି ବିନା କୌଣସି ପ୍ରକଳ୍ପ ପାଇଁ ଜମି ଦିଆଯିବ ନାହିଁ ବୋଲି ପ୍ରସ୍ତାବ ଗୃହୀତ ହୋଇଛି। ସଭାରେ ଅନେକ ମହିଳା ଓ ଯୁବକ ଉପସ୍ଥିତ ରହି ନିଜର ମତ ରଖିଥିଲେ। ଆଗାମୀ ଦିନରେ ଏହି ଆନ୍ଦୋଳନକୁ ଆହୁରି ତୀବ୍ର କରାଯିବ ବୋଲି ନେତାମାନେ ଚେତାବନୀ ଦେଇଛନ୍ତି। ଜିଲ୍ଲାପାଳଙ୍କୁ ଏକ ସ୍ମାରକପତ୍ର ମଧ୍ୟ ପ୍ରଦାନ କରାଯାଇଛି।: [668, 136, 790, 278]
row-divider-1: [8, 336, 792, 337]
article-headline[interactable]: ଏସଏସଡି ଉଚ୍ଚମାଧ୍ୟମିକ ବିଦ୍ୟାଳୟ ବାର୍ଷିକୋତ୍ସବ: [592, 821, 784, 832]
article-body-right: [462, 368, 596, 568]
vaishya-stage-icon: [671, 365, 723, 397]
article-headline[interactable]: ତାରିଣୀ ମନ୍ଦିର ଦାନ ବାକ୍ସରୁ ଚୋରି: [306, 820, 500, 838]
article-dateline: ■ ବଣାଇ,୦୬.୦୨ (ନିଊଜ୍‌ଫିଡ଼): [590, 594, 670, 601]
gemini-icon: ♊: [97, 1211, 127, 1235]
bottom-register-marks: [340, 1250, 460, 1260]
article-paddy-procurement[interactable]: [490, 576, 586, 812]
